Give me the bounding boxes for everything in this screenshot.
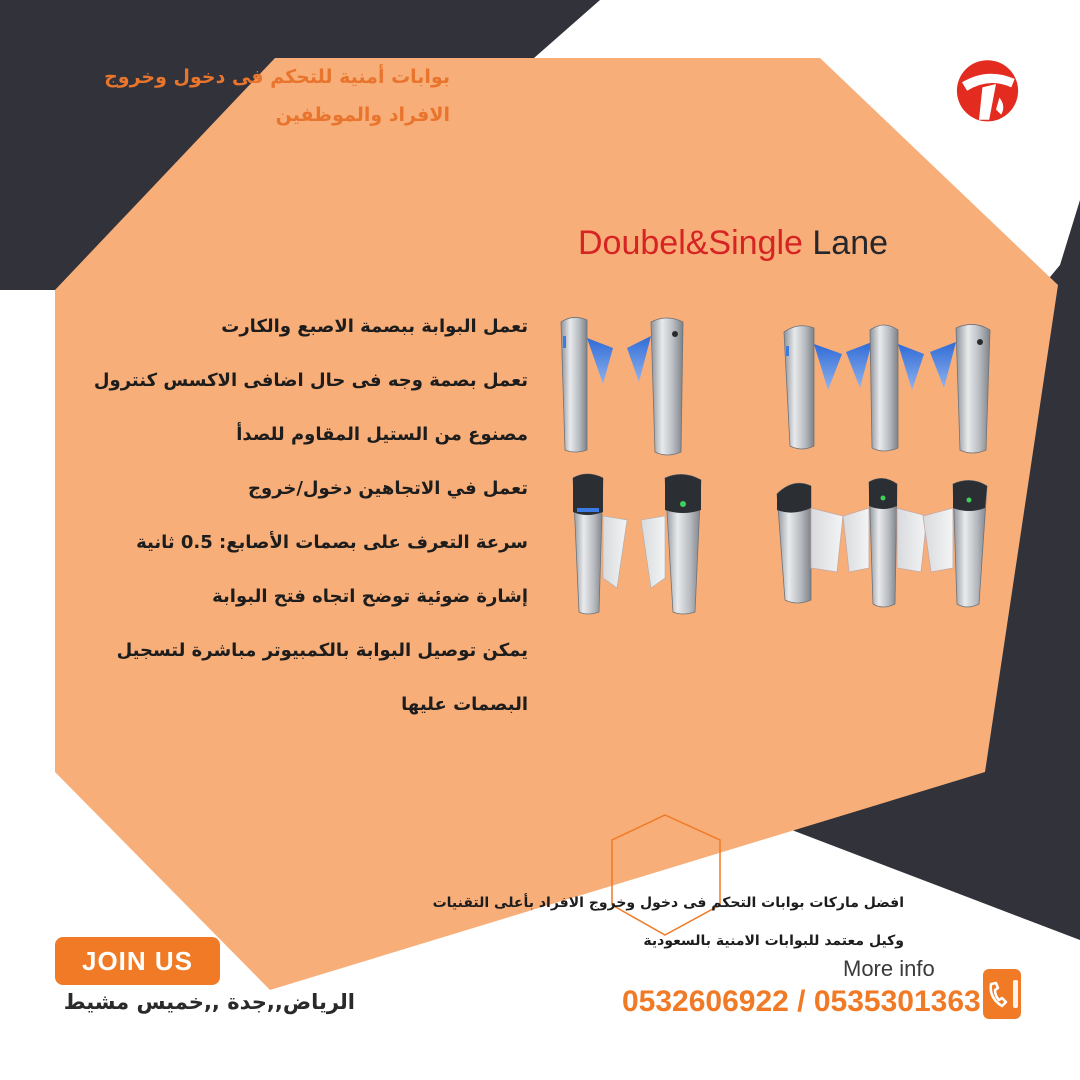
single-lane-swing-gate-image [565, 468, 715, 618]
feature-item: يمكن توصيل البوابة بالكمبيوتر مباشرة لتسجيل [116, 640, 528, 661]
feature-item: إشارة ضوئية توضح اتجاه فتح البوابة [212, 586, 528, 607]
single-lane-flap-gate-image [555, 312, 700, 462]
feature-item: تعمل البوابة ببصمة الاصبع والكارت [221, 316, 528, 337]
promo-text [404, 884, 904, 960]
lane-title-dark: Lane [802, 224, 889, 262]
promo-line-2: وكيل معتمد للبوابات الامنية بالسعودية [643, 933, 904, 949]
join-us-button[interactable]: JOIN US [55, 937, 220, 985]
feature-item: تعمل في الاتجاهين دخول/خروج [248, 478, 528, 499]
promo-line-1: افضل ماركات بوابات التحكم فى دخول وخروج الافراد بأعلى التقنيات [432, 895, 904, 911]
feature-list [68, 310, 528, 742]
lane-title [578, 224, 888, 263]
feature-item: سرعة التعرف على بصمات الأصابع: 0.5 ثانية [136, 532, 528, 553]
double-lane-swing-gate-image [773, 472, 998, 612]
phone-numbers[interactable]: 0532606922 / 0535301363 [622, 985, 981, 1018]
more-info-label: More info [843, 956, 935, 981]
lane-title-red: Doubel&Single [578, 224, 803, 262]
feature-item: مصنوع من الستيل المقاوم للصدأ [236, 424, 528, 445]
cities-text: الرياض,,جدة ,,خميس مشيط [63, 990, 355, 1014]
feature-item: البصمات عليها [401, 694, 528, 715]
header-title: بوابات أمنية للتحكم فى دخول وخروج الافراد والموظفين [104, 66, 450, 126]
brand-logo-icon [945, 50, 1030, 135]
feature-item: تعمل بصمة وجه فى حال اضافى الاكسس كنترول [93, 370, 528, 391]
double-lane-flap-gate-image [780, 318, 995, 458]
phone-icon [982, 968, 1022, 1020]
